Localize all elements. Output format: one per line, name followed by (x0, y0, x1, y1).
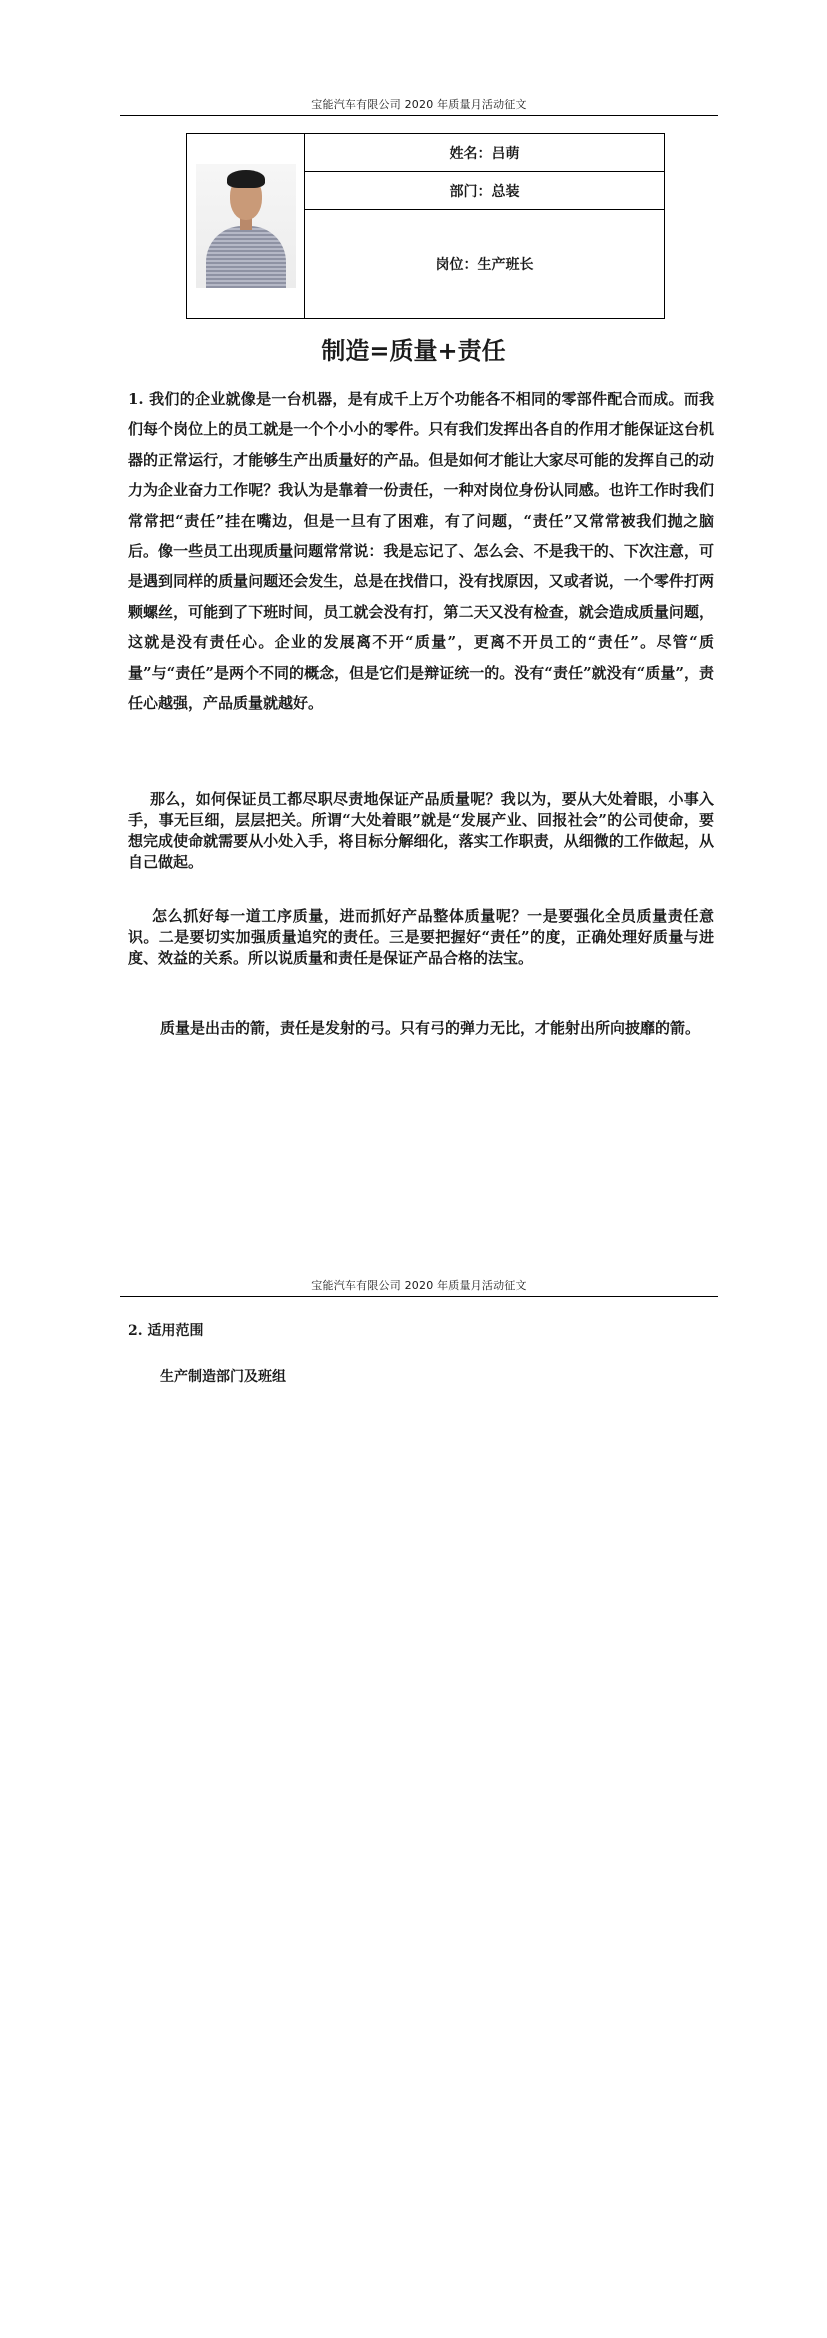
page-header: 宝能汽车有限公司 2020 年质量月活动征文 (120, 96, 718, 116)
employee-photo (196, 164, 296, 288)
paragraph-1: 1. 我们的企业就像是一台机器，是有成千上万个功能各不相同的零部件配合而成。而我们每个岗位上的员工就是一个个小小的零件。只有我们发挥出各自的作用才能保证这台机器的正常运行，才能够生产出质量好的产品。但是如何才能让大家尽可能的发挥自己的动力为企业奋力工作呢？我认为是靠着一份责任，一种对岗位身份认同感。也许工作时我们常常把“责任”挂在嘴边，但是一旦有了困难，有了问题，“责任”又常常被我们抛之脑后。像一些员工出现质量问题常常说：我是忘记了、怎么会、不是我干的、下次注意，可是遇到同样的质量问题还会发生，总是在找借口，没有找原因，又或者说，一个零件打两颗螺丝，可能到了下班时间，员工就会没有打，第二天又没有检查，就会造成质量问题，这就是没有责任心。企业的发展离不开“质量”，更离不开员工的“责任”。尽管“质量”与“责任”是两个不同的概念，但是它们是辩证统一的。没有“责任”就没有“质量”，责任心越强，产品质量就越好。 (128, 390, 714, 713)
employee-info-table (186, 133, 665, 319)
page-2 (0, 1260, 827, 2338)
section-body: 生产制造部门及班组 (160, 1369, 286, 1385)
position-field: 岗位：生产班长 (305, 210, 665, 319)
article-title: 制造=质量+责任 (321, 337, 506, 365)
page-header: 宝能汽车有限公司 2020 年质量月活动征文 (120, 1277, 718, 1297)
department-field: 部门：总装 (305, 172, 665, 210)
name-field: 姓名：吕萌 (305, 134, 665, 172)
paragraph-2: 那么，如何保证员工都尽职尽责地保证产品质量呢？我以为，要从大处着眼，小事入手，事无巨细，层层把关。所谓“大处着眼”就是“发展产业、回报社会”的公司使命，要想完成使命就需要从小处入手，将目标分解细化，落实工作职责，从细微的工作做起，从自己做起。 (128, 790, 714, 871)
paragraph-3: 怎么抓好每一道工序质量，进而抓好产品整体质量呢？一是要强化全员质量责任意识。二是要切实加强质量追究的责任。三是要把握好“责任”的度，正确处理好质量与进度、效益的关系。所以说质量和责任是保证产品合格的法宝。 (128, 907, 714, 967)
paragraph-4: 质量是出击的箭，责任是发射的弓。只有弓的弹力无比，才能射出所向披靡的箭。 (160, 1019, 701, 1037)
section-heading: 2. 适用范围 (128, 1323, 204, 1339)
photo-cell (187, 134, 305, 319)
